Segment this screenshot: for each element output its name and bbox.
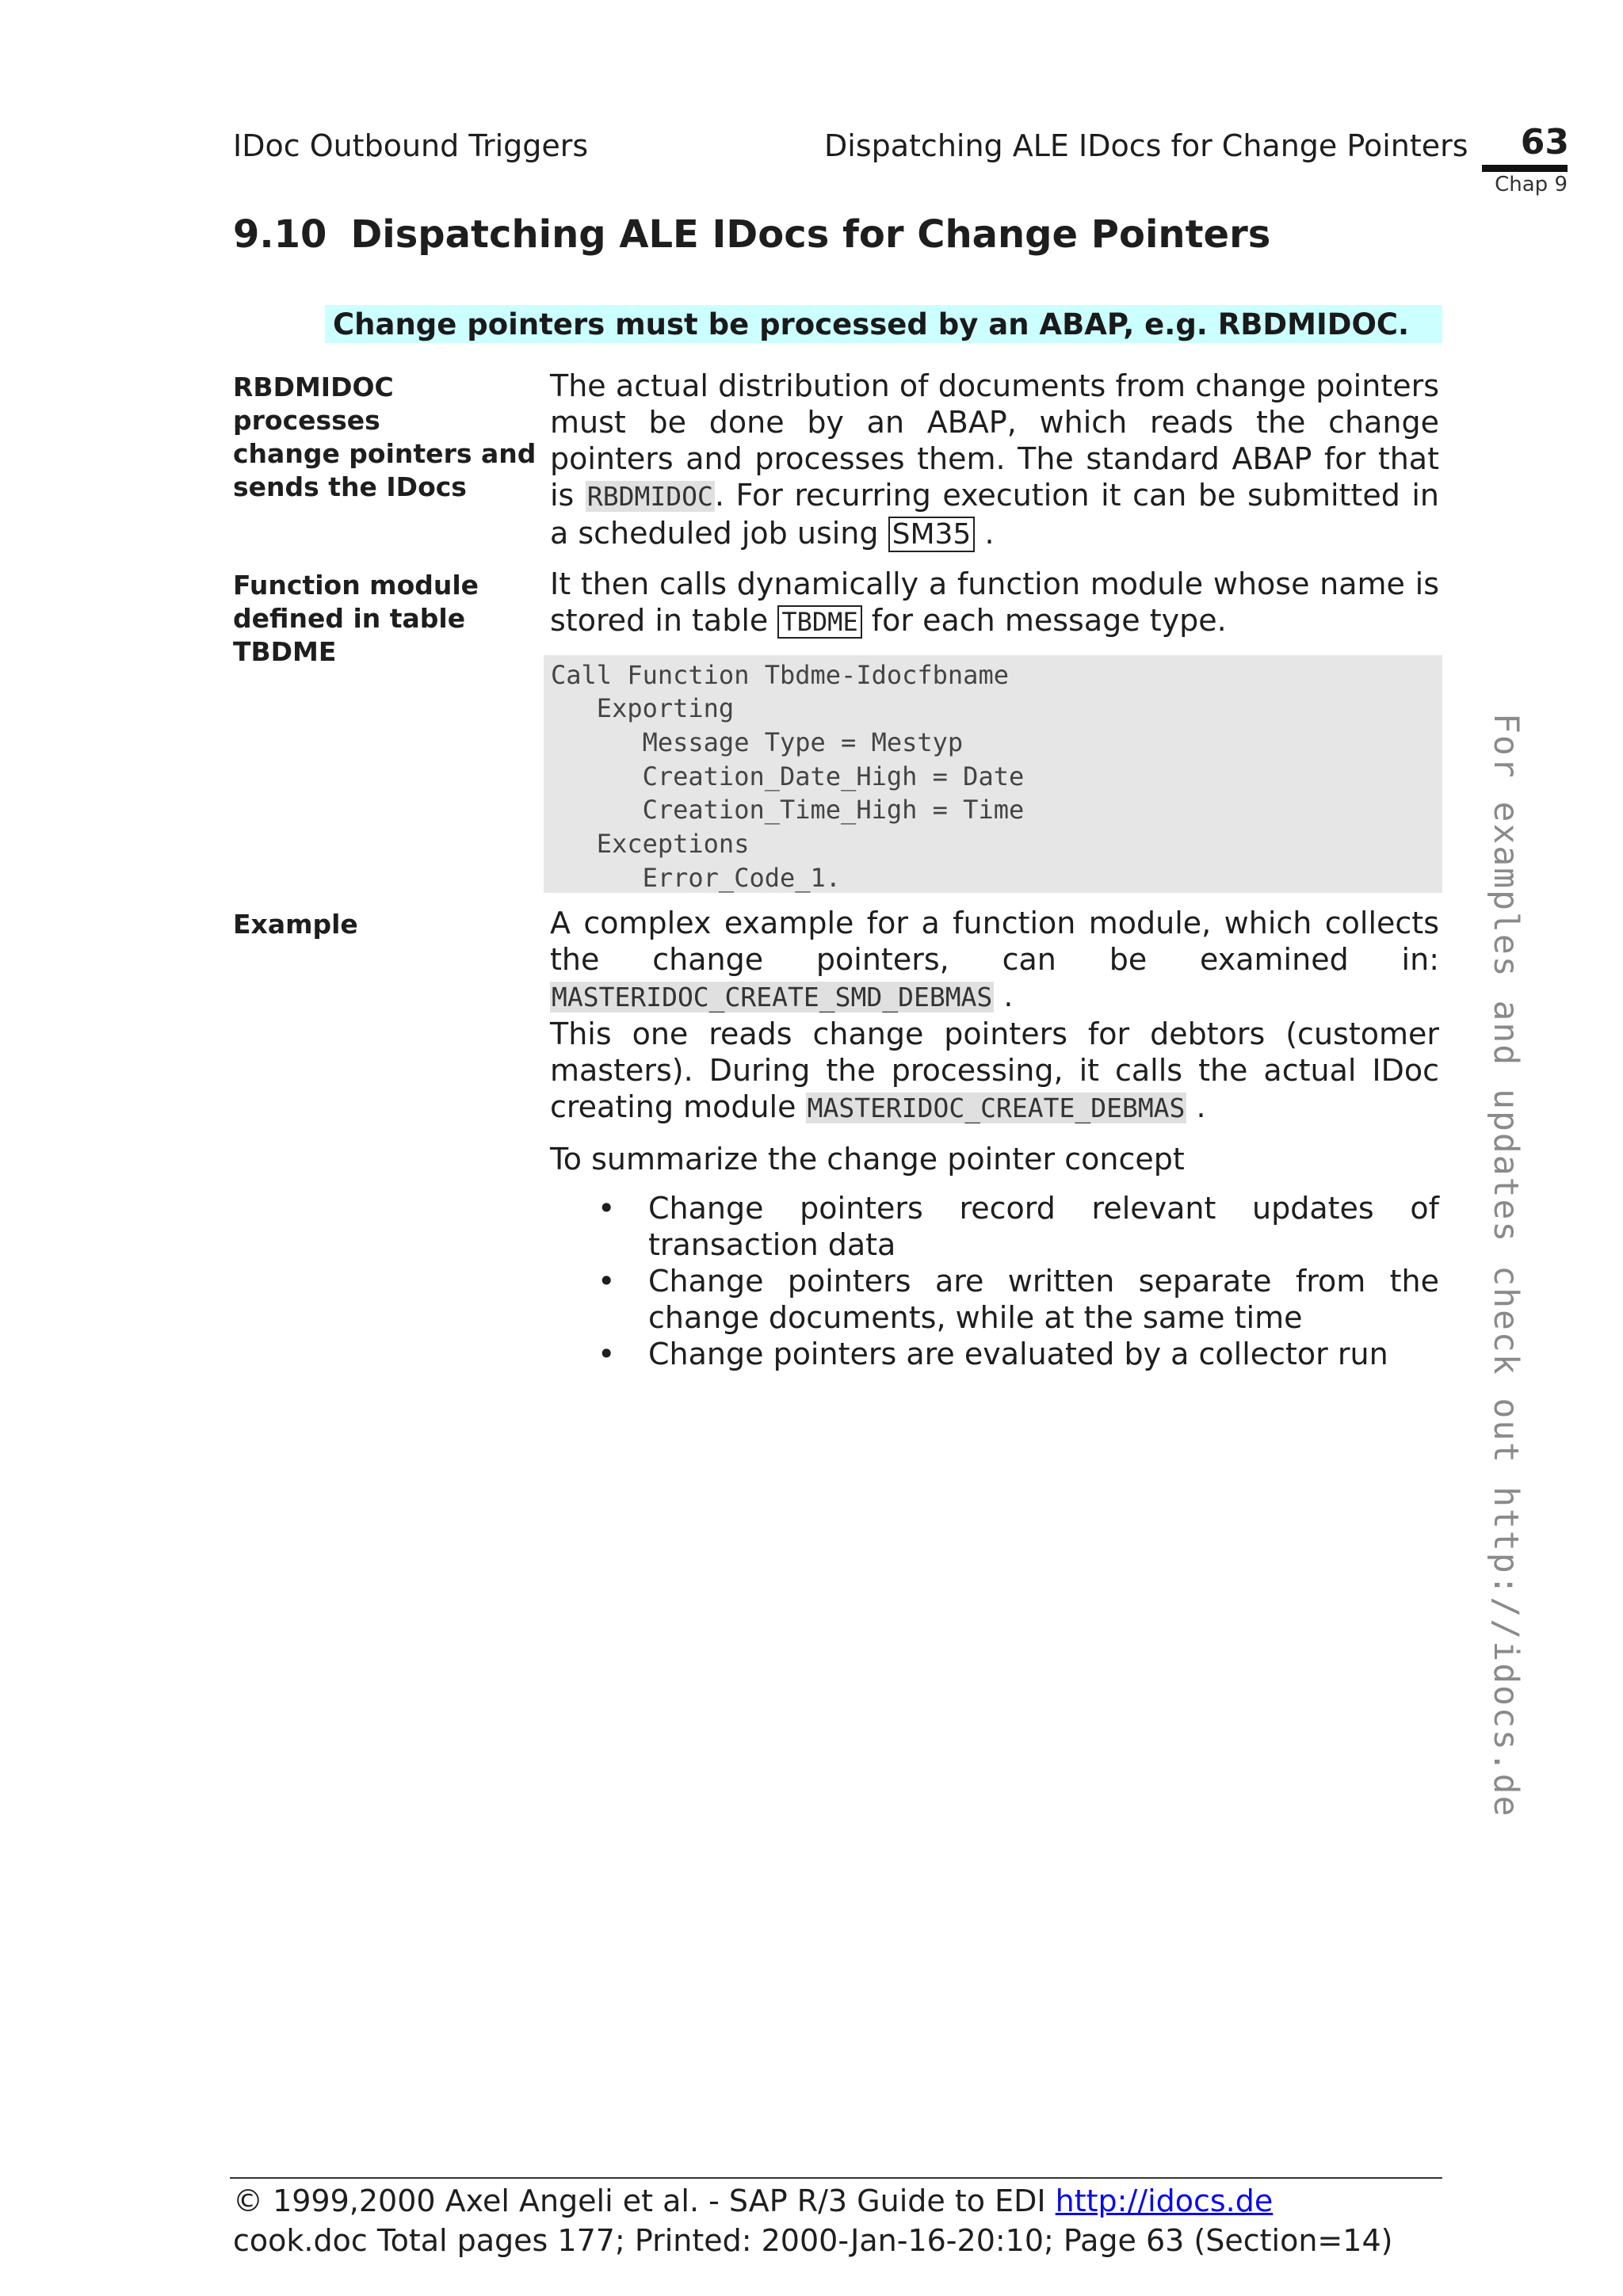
margin-note-text: For examples and updates check out http://idocs.de bbox=[1486, 713, 1526, 1818]
sidenote-line: RBDMIDOC processes bbox=[233, 372, 394, 436]
code-line: Exporting bbox=[551, 693, 735, 723]
sidenote-line: Function module bbox=[233, 570, 479, 601]
margin-note bbox=[1486, 713, 1533, 1886]
page-number: 63 bbox=[1520, 122, 1569, 162]
list-item-text: Change pointers record relevant updates of transaction data bbox=[648, 1191, 1439, 1262]
code-block bbox=[544, 655, 1442, 893]
list-item-text: Change pointers are evaluated by a collector run bbox=[648, 1337, 1388, 1371]
para3-text-d: . bbox=[1196, 1089, 1206, 1124]
sidenote-line: change pointers and bbox=[233, 438, 537, 469]
code-line: Exceptions bbox=[551, 829, 750, 859]
para1-text-a: The actual distribution of documents from change pointers must be done by an ABAP, which reads the change pointers and processes them. The standard ABAP for that is bbox=[550, 368, 1439, 513]
list-item bbox=[550, 1263, 1439, 1336]
para3-text-c: This one reads change pointers for debtors (customer masters). During the processing, it calls the actual IDoc creating module bbox=[550, 1016, 1439, 1124]
para3-text-a: A complex example for a function module, which collects the change pointers, can be examined in: bbox=[550, 906, 1439, 977]
code-line: Message Type = Mestyp bbox=[551, 727, 964, 757]
code-line: Error_Code_1. bbox=[551, 863, 842, 893]
list-item bbox=[550, 1190, 1439, 1263]
header-rule bbox=[1482, 165, 1568, 172]
code-masteridoc-smd-debmas: MASTERIDOC_CREATE_SMD_DEBMAS bbox=[552, 982, 993, 1013]
copyright-text: © 1999,2000 Axel Angeli et al. - SAP R/3 Guide to EDI bbox=[233, 2183, 1046, 2218]
section-title bbox=[233, 212, 1270, 257]
running-header-left: IDoc Outbound Triggers bbox=[233, 128, 589, 163]
section-number: 9.10 bbox=[233, 212, 327, 257]
footer-rule bbox=[230, 2177, 1442, 2179]
code-line: Creation_Time_High = Time bbox=[551, 795, 1025, 825]
sidenote-line: defined in table TBDME bbox=[233, 603, 466, 667]
code-line: Call Function Tbdme-Idocfbname bbox=[551, 660, 1009, 690]
sidenote-function-module bbox=[233, 569, 542, 669]
summary-list bbox=[550, 1190, 1439, 1372]
paragraph-example bbox=[550, 905, 1439, 1127]
idocs-link[interactable]: http://idocs.de bbox=[1055, 2183, 1274, 2218]
callout-box bbox=[325, 305, 1442, 343]
para3-text-b: . bbox=[1003, 978, 1014, 1013]
para1-text-c: . bbox=[984, 516, 995, 551]
bullet-icon: • bbox=[598, 1264, 616, 1299]
code-rbdmidoc: RBDMIDOC bbox=[586, 481, 713, 512]
callout-text: Change pointers must be processed by an ABAP, e.g. RBDMIDOC. bbox=[333, 307, 1410, 341]
table-tbdme: TBDME bbox=[777, 605, 861, 639]
footer-copyright bbox=[233, 2183, 1273, 2218]
para2-text-b: for each message type. bbox=[871, 603, 1227, 638]
transaction-sm35: SM35 bbox=[888, 517, 976, 552]
list-item bbox=[550, 1336, 1439, 1372]
code-line: Creation_Date_High = Date bbox=[551, 761, 1025, 791]
paragraph-function-call bbox=[550, 566, 1439, 640]
running-header-title: Dispatching ALE IDocs for Change Pointers bbox=[824, 128, 1468, 163]
section-title-text: Dispatching ALE IDocs for Change Pointers bbox=[350, 212, 1271, 257]
sidenote-example: Example bbox=[233, 909, 358, 940]
footer-print-info: cook.doc Total pages 177; Printed: 2000-Jan-16-20:10; Page 63 (Section=14) bbox=[233, 2223, 1393, 2258]
para1-text-b: . For recurring execution it can be submitted in a scheduled job using bbox=[550, 478, 1439, 551]
chapter-label: Chap 9 bbox=[1495, 173, 1568, 196]
code-masteridoc-debmas: MASTERIDOC_CREATE_DEBMAS bbox=[807, 1093, 1186, 1123]
para2-text-a: It then calls dynamically a function module whose name is stored in table bbox=[550, 566, 1439, 638]
summary-intro: To summarize the change pointer concept bbox=[550, 1142, 1185, 1177]
bullet-icon: • bbox=[598, 1337, 616, 1371]
list-item-text: Change pointers are written separate from the change documents, while at the same time bbox=[648, 1264, 1439, 1335]
sidenote-line: sends the IDocs bbox=[233, 471, 467, 502]
bullet-icon: • bbox=[598, 1191, 616, 1226]
paragraph-distribution bbox=[550, 368, 1439, 553]
sidenote-rbdmidoc bbox=[233, 371, 542, 504]
